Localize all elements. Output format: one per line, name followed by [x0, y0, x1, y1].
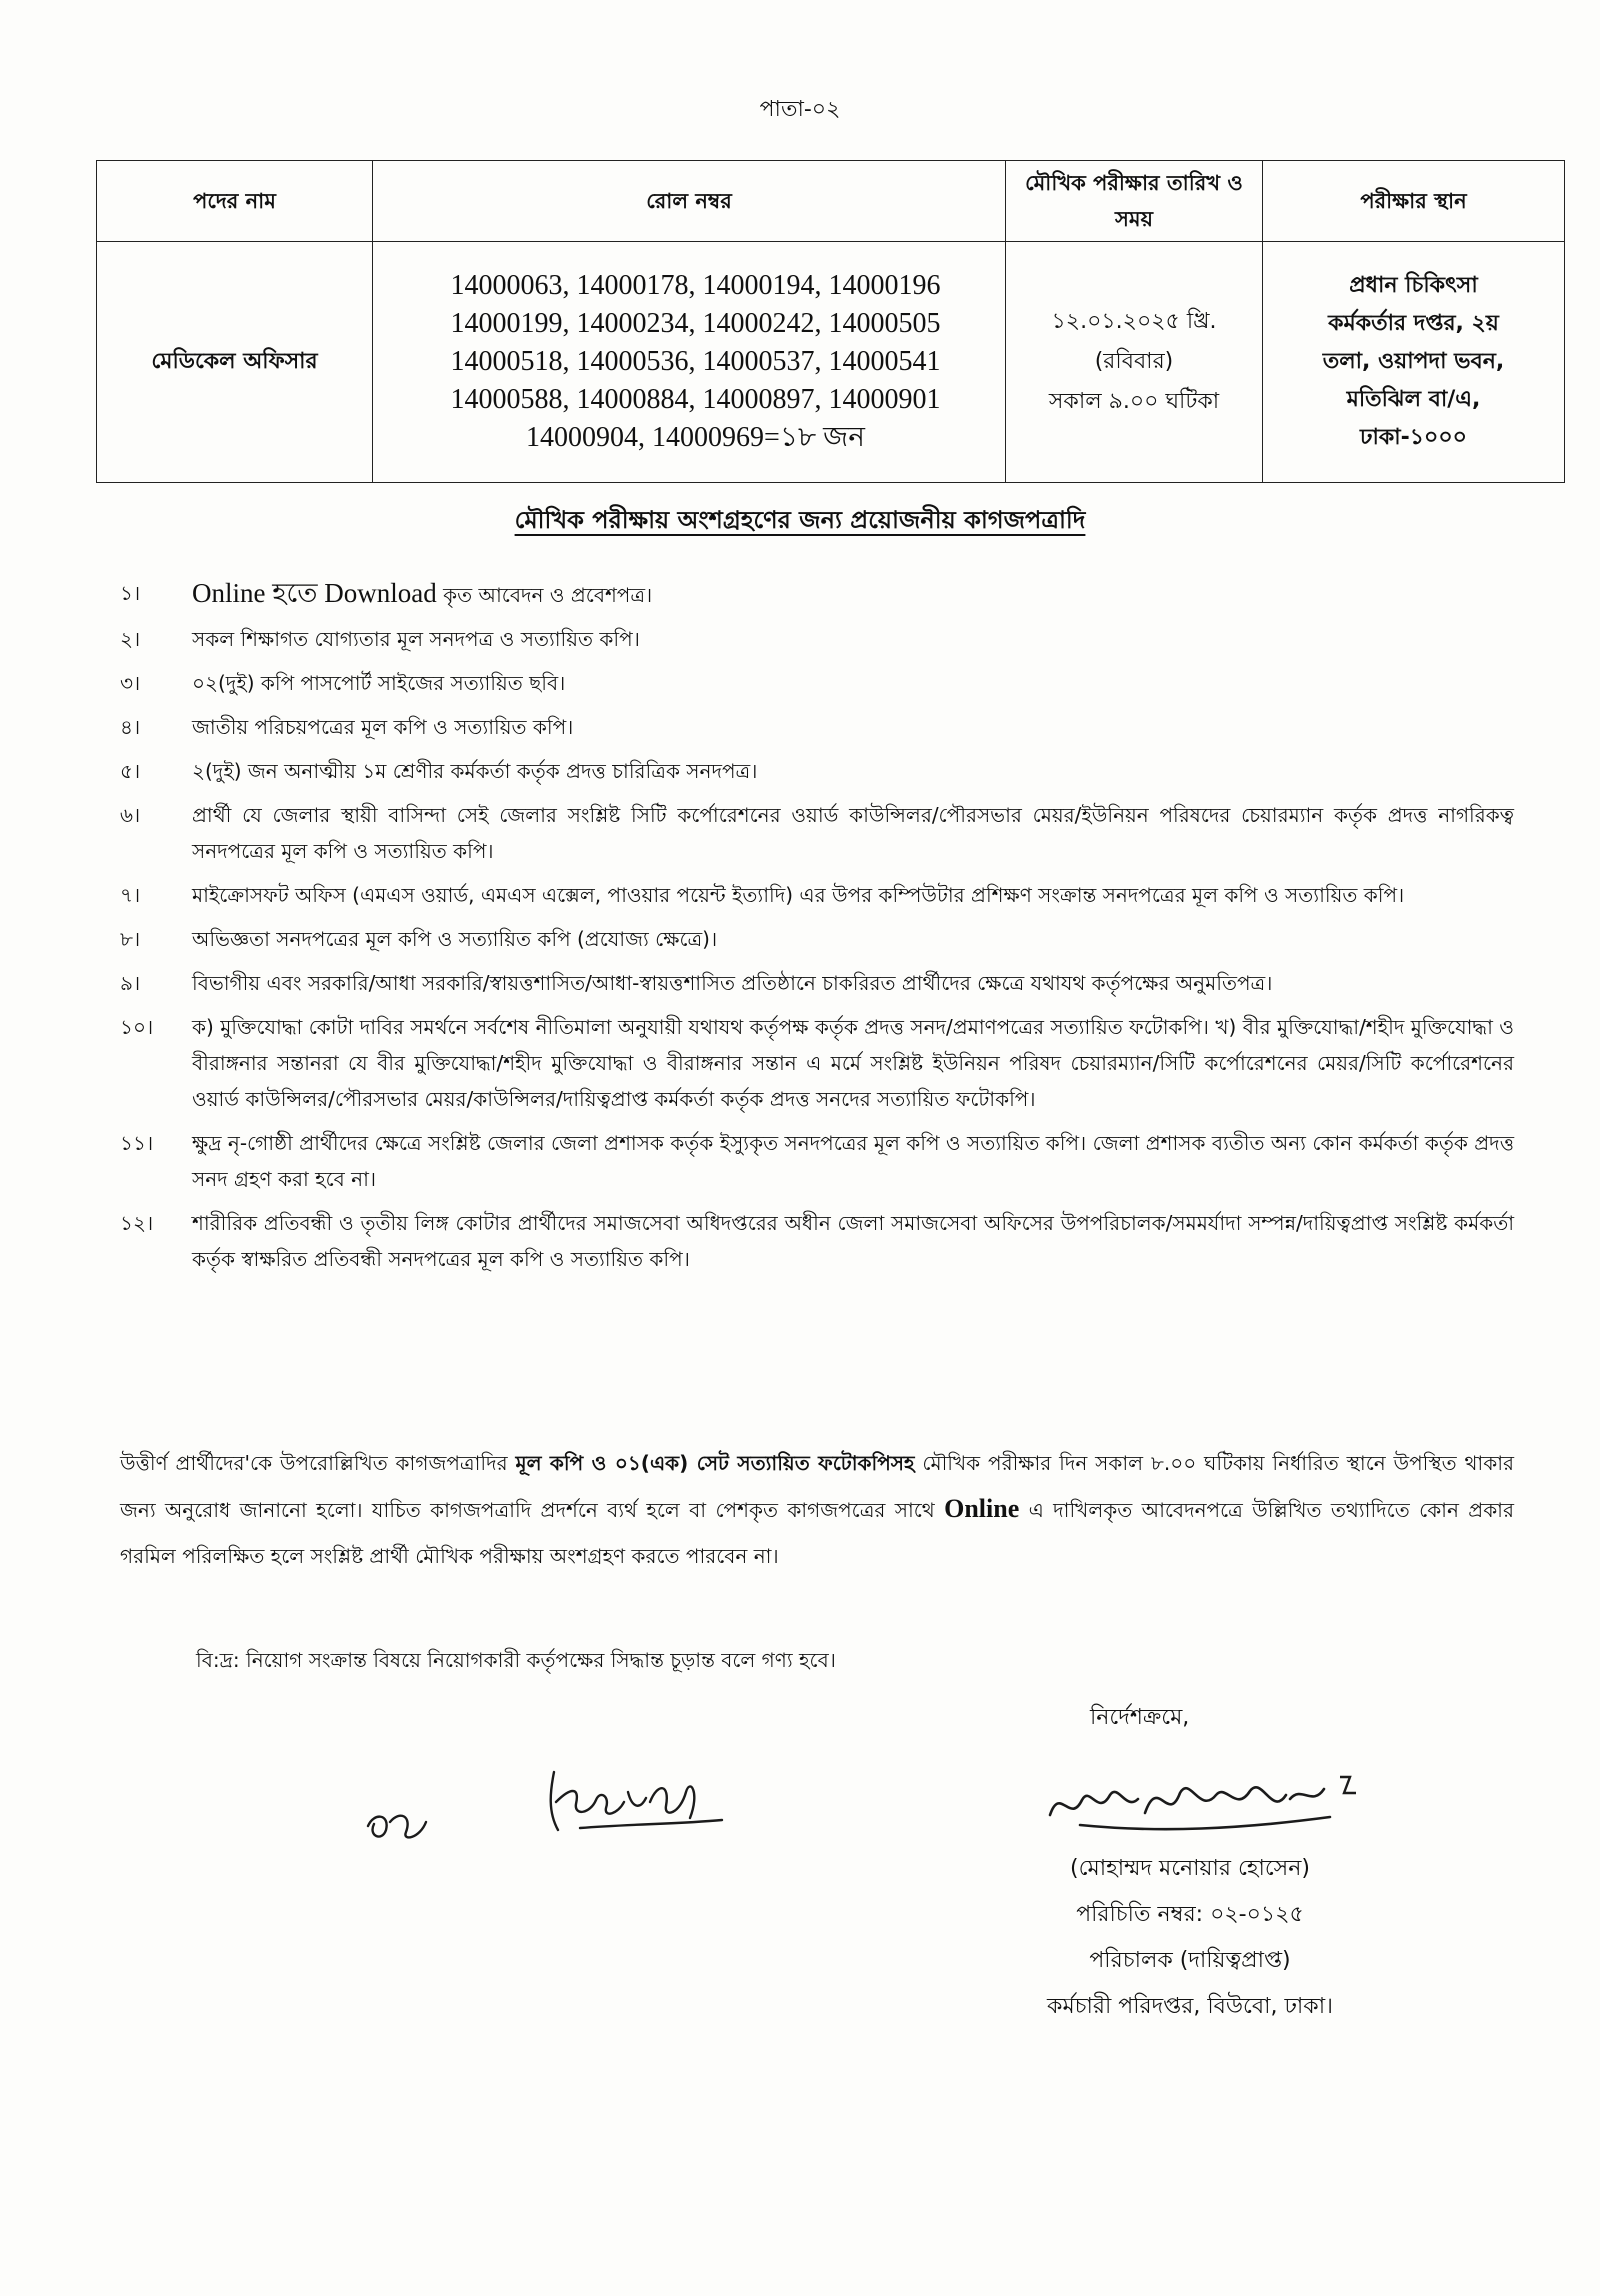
item-text: মাইক্রোসফট অফিস (এমএস ওয়ার্ড, এমএস এক্সেল, পাওয়ার পয়েন্ট ইত্যাদি) এর উপর কম্পিউটার প্রশিক্ষণ সংক্রান্ত সনদপত্রের মূল কপি ও সত্যায়িত কপি। [192, 883, 1405, 907]
roll-line: 14000518, 14000536, 14000537, 14000541 [450, 346, 941, 377]
item-text: সকল শিক্ষাগত যোগ্যতার মূল সনদপত্র ও সত্যায়িত কপি। [192, 627, 640, 651]
item-number: ৩। [120, 671, 141, 695]
header-exam-date-time: মৌখিক পরীক্ষার তারিখ ও সময় [1006, 161, 1263, 242]
roll-number-cell [373, 242, 1006, 483]
signatory-designation: পরিচালক (দায়িত্বপ্রাপ্ত) [1089, 1948, 1291, 1973]
roll-line: 14000588, 14000884, 14000897, 14000901 [450, 384, 941, 415]
note-text: বি:দ্র: নিয়োগ সংক্রান্ত বিষয়ে নিয়োগকারী কর্তৃপক্ষের সিদ্ধান্ত চূড়ান্ত বলে গণ্য হবে। [196, 1648, 836, 1672]
by-order-text: নির্দেশক্রমে, [1090, 1705, 1190, 1730]
venue-line: মতিঝিল বা/এ, [1346, 387, 1481, 412]
countersignature [540, 1762, 730, 1842]
roll-line: 14000199, 14000234, 14000242, 14000505 [450, 308, 941, 339]
venue-line: তলা, ওয়াপদা ভবন, [1322, 349, 1505, 374]
instruction-part: উত্তীর্ণ প্রার্থীদের'কে উপরোল্লিখিত কাগজপত্রাদির [120, 1451, 516, 1475]
item-text: প্রার্থী যে জেলার স্থায়ী বাসিন্দা সেই জেলার সংশ্লিষ্ট সিটি কর্পোরেশনের ওয়ার্ড কাউন্সিলর/পৌরসভার মেয়র/ইউনিয়ন পরিষদের চেয়ারম্যান কর্তৃক প্রদত্ত নাগরিকত্ব সনদপত্রের মূল কপি ও সত্যায়িত কপি। [192, 803, 1514, 863]
item-text: ২(দুই) জন অনাত্মীয় ১ম শ্রেণীর কর্মকর্তা কর্তৃক প্রদত্ত চারিত্রিক সনদপত্র। [192, 759, 758, 783]
post-name-cell: মেডিকেল অফিসার [97, 242, 373, 483]
item-number: ১। [120, 581, 141, 605]
item-number: ৪। [120, 715, 141, 739]
list-item [120, 877, 1514, 913]
item-number: ১২। [120, 1211, 154, 1235]
list-item [120, 621, 1514, 657]
item-number: ৭। [120, 883, 141, 907]
instruction-part: মৌখিক পরীক্ষার দিন সকাল ৮.০০ ঘটিকায় নির্ধারিত স্থানে উপস্থিত থাকার জন্য অনুরোধ জানানো হলো। যাচিত কাগজপত্রাদি প্রদর্শনে ব্যর্থ হলে বা পেশকৃত কাগজপত্রের সাথে [120, 1451, 1514, 1522]
item-text: কৃত আবেদন ও প্রবেশপত্র। [436, 583, 653, 607]
instruction-bold: মূল কপি ও ০১(এক) সেট সত্যায়িত ফটোকপিসহ [515, 1451, 915, 1475]
item-text: ক) মুক্তিযোদ্ধা কোটা দাবির সমর্থনে সর্বশেষ নীতিমালা অনুযায়ী যথাযথ কর্তৃপক্ষ কর্তৃক প্রদত্ত সনদ/প্রমাণপত্রের সত্যায়িত ফটোকপি। খ) বীর মুক্তিযোদ্ধা/শহীদ মুক্তিযোদ্ধা ও বীরাঙ্গনার সন্তানরা যে বীর মুক্তিযোদ্ধা/শহীদ মুক্তিযোদ্ধা ও বীরাঙ্গনার সন্তান এ মর্মে সংশ্লিষ্ট ইউনিয়ন পরিষদ চেয়ারম্যান/সিটি কর্পোরেশনের মেয়র/সিটি কর্পোরেশনের ওয়ার্ড কাউন্সিলর/পৌরসভার মেয়র/কাউন্সিলর/দায়িত্বপ্রাপ্ত কর্মকর্তা কর্তৃক প্রদত্ত সনদের সত্যায়িত ফটোকপি। [192, 1015, 1514, 1111]
header-post-name: পদের নাম [97, 161, 373, 242]
list-item [120, 709, 1514, 745]
required-documents-list [120, 575, 1514, 1285]
list-item [120, 665, 1514, 701]
item-text: জাতীয় পরিচয়পত্রের মূল কপি ও সত্যায়িত কপি। [192, 715, 574, 739]
table-row [97, 242, 1565, 483]
item-number: ২। [120, 627, 141, 651]
signatory-block [960, 1846, 1420, 2030]
list-item [120, 575, 1514, 613]
venue-line: ঢাকা-১০০০ [1360, 425, 1467, 450]
initial-mark [360, 1792, 480, 1852]
instruction-paragraph [120, 1440, 1514, 1579]
list-item [120, 1205, 1514, 1277]
page-number: পাতা-০২ [759, 97, 841, 122]
instruction-part: এ দাখিলকৃত আবেদনপত্রে উল্লিখিত তথ্যাদিতে কোন প্রকার গরমিল পরিলক্ষিত হলে সংশ্লিষ্ট প্রার্থী মৌখিক পরীক্ষায় অংশগ্রহণ করতে পারবেন না। [120, 1498, 1514, 1568]
viva-schedule-table [96, 160, 1565, 483]
header-roll-number: রোল নম্বর [373, 161, 1006, 242]
required-documents-heading [0, 502, 1600, 542]
signatory-id: পরিচিতি নম্বর: ০২-০১২৫ [1076, 1902, 1304, 1927]
item-number: ১০। [120, 1015, 154, 1039]
exam-date: ১২.০১.২০২৫ খ্রি. [1051, 309, 1217, 334]
exam-day: (রবিবার) [1094, 349, 1174, 374]
item-number: ৯। [120, 971, 141, 995]
item-text: অভিজ্ঞতা সনদপত্রের মূল কপি ও সত্যায়িত কপি (প্রযোজ্য ক্ষেত্রে)। [192, 927, 718, 951]
list-item [120, 921, 1514, 957]
instruction-online: Online [944, 1494, 1020, 1523]
item-number: ৬। [120, 803, 141, 827]
roll-line: 14000904, 14000969=১৮ জন [526, 422, 865, 453]
list-item [120, 1125, 1514, 1197]
heading-text: মৌখিক পরীক্ষায় অংশগ্রহণের জন্য প্রয়োজনীয় কাগজপত্রাদি [514, 506, 1086, 534]
signatory-office: কর্মচারী পরিদপ্তর, বিউবো, ঢাকা। [1047, 1994, 1333, 2019]
signatory-name: (মোহাম্মদ মনোয়ার হোসেন) [1070, 1856, 1310, 1881]
item-text: ০২(দুই) কপি পাসপোর্ট সাইজের সত্যায়িত ছবি। [192, 671, 566, 695]
exam-date-cell [1006, 242, 1263, 483]
venue-line: কর্মকর্তার দপ্তর, ২য় [1328, 311, 1499, 336]
list-item [120, 965, 1514, 1001]
table-header-row [97, 161, 1565, 242]
item-number: ১১। [120, 1131, 154, 1155]
director-signature [1040, 1755, 1380, 1845]
item-text: শারীরিক প্রতিবন্ধী ও তৃতীয় লিঙ্গ কোটার প্রার্থীদের সমাজসেবা অধিদপ্তরের অধীন জেলা সমাজসেবা অফিসের উপপরিচালক/সমমর্যাদা সম্পন্ন/দায়িত্বপ্রাপ্ত সংশ্লিষ্ট কর্মকর্তা কর্তৃক স্বাক্ষরিত প্রতিবন্ধী সনদপত্রের মূল কপি ও সত্যায়িত কপি। [192, 1211, 1514, 1271]
exam-time: সকাল ৯.০০ ঘটিকা [1048, 389, 1220, 414]
list-item [120, 753, 1514, 789]
item-number: ৮। [120, 927, 141, 951]
item-text: ক্ষুদ্র নৃ-গোষ্ঠী প্রার্থীদের ক্ষেত্রে সংশ্লিষ্ট জেলার জেলা প্রশাসক কর্তৃক ইস্যুকৃত সনদপত্রের মূল কপি ও সত্যায়িত কপি। জেলা প্রশাসক ব্যতীত অন্য কোন কর্মকর্তা কর্তৃক প্রদত্ত সনদ গ্রহণ করা হবে না। [192, 1131, 1514, 1191]
list-item [120, 797, 1514, 869]
header-exam-venue: পরীক্ষার স্থান [1263, 161, 1565, 242]
item-text: বিভাগীয় এবং সরকারি/আধা সরকারি/স্বায়ত্তশাসিত/আধা-স্বায়ত্তশাসিত প্রতিষ্ঠানে চাকরিরত প্রার্থীদের ক্ষেত্রে যথাযথ কর্তৃপক্ষের অনুমতিপত্র। [192, 971, 1273, 995]
roll-line: 14000063, 14000178, 14000194, 14000196 [450, 270, 941, 301]
item-lead: Online হতে Download [192, 578, 437, 608]
item-number: ৫। [120, 759, 141, 783]
exam-venue-cell [1263, 242, 1565, 483]
list-item [120, 1009, 1514, 1117]
venue-line: প্রধান চিকিৎসা [1349, 273, 1478, 298]
